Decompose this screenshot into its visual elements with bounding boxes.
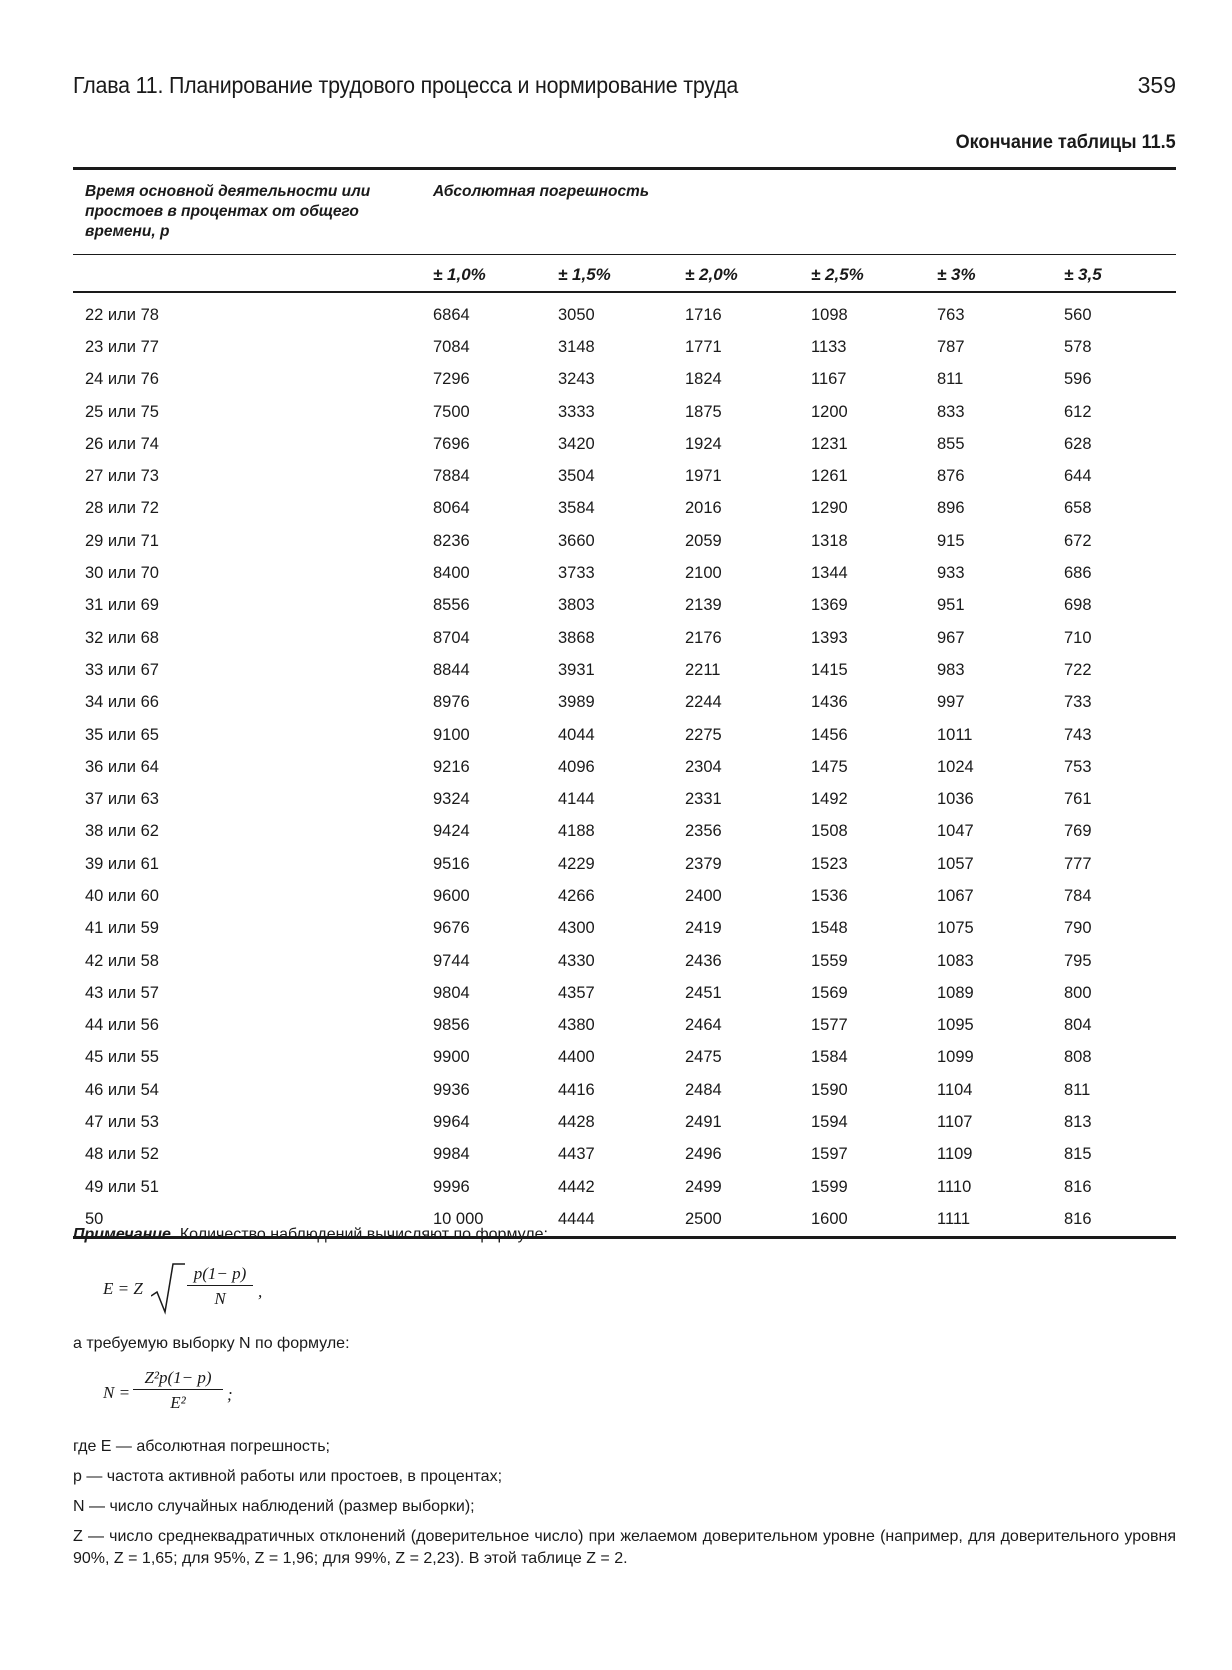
value-cell: 2244: [685, 693, 722, 712]
row-label-cell: 34 или 66: [85, 693, 159, 712]
data-table: [73, 167, 1176, 1236]
value-cell: 933: [937, 564, 965, 583]
table-row: [73, 557, 1176, 589]
note-title: Примечание.: [73, 1226, 176, 1243]
value-cell: 4428: [558, 1113, 595, 1132]
value-cell: 1099: [937, 1048, 974, 1067]
row-label-cell: 30 или 70: [85, 564, 159, 583]
value-cell: 7296: [433, 370, 470, 389]
formula-error: [103, 1262, 263, 1316]
value-cell: 769: [1064, 822, 1092, 841]
value-cell: 1594: [811, 1113, 848, 1132]
table-row: [73, 1074, 1176, 1106]
value-cell: 1133: [811, 337, 847, 356]
running-title: Глава 11. Планирование трудового процесса и нормирование труда: [73, 72, 739, 98]
value-cell: 2475: [685, 1048, 722, 1067]
value-cell: 816: [1064, 1177, 1092, 1196]
table-row: [73, 654, 1176, 686]
subheader-4: ± 2,5%: [803, 255, 929, 293]
value-cell: 560: [1064, 305, 1092, 324]
row-label-cell: 40 или 60: [85, 886, 159, 905]
value-cell: 8704: [433, 628, 470, 647]
value-cell: 1475: [811, 757, 848, 776]
sqrt-sign-icon: [151, 1262, 185, 1316]
row-label-cell: 31 или 69: [85, 596, 159, 615]
value-cell: 2484: [685, 1080, 722, 1099]
value-cell: 7884: [433, 467, 470, 486]
value-cell: 9216: [433, 757, 470, 776]
group-header: Абсолютная погрешность: [433, 183, 650, 200]
value-cell: 876: [937, 467, 965, 486]
header-row-sub: [73, 255, 1176, 293]
value-cell: 8976: [433, 693, 470, 712]
subheader-2: ± 1,5%: [550, 255, 677, 293]
value-cell: 3584: [558, 499, 595, 518]
table-row: [73, 687, 1176, 719]
value-cell: 1104: [937, 1080, 973, 1099]
table-row: [73, 1010, 1176, 1042]
value-cell: 1111: [937, 1209, 971, 1228]
value-cell: 2139: [685, 596, 722, 615]
value-cell: 915: [937, 531, 965, 550]
value-cell: 1261: [811, 467, 848, 486]
value-cell: 804: [1064, 1016, 1092, 1035]
table-row: [73, 460, 1176, 492]
value-cell: 1024: [937, 757, 974, 776]
formula2-trail: ;: [227, 1385, 233, 1404]
value-cell: 1584: [811, 1048, 848, 1067]
value-cell: 763: [937, 305, 965, 324]
table-row: [73, 977, 1176, 1009]
value-cell: 6864: [433, 305, 470, 324]
value-cell: 612: [1064, 402, 1092, 421]
data-table-wrapper: [73, 167, 1176, 1239]
value-cell: 3660: [558, 531, 595, 550]
value-cell: 790: [1064, 919, 1092, 938]
formula2-numerator: Z²p(1− p): [133, 1368, 223, 1390]
value-cell: 4096: [558, 757, 595, 776]
value-cell: 7084: [433, 337, 470, 356]
value-cell: 3733: [558, 564, 595, 583]
table-row: [73, 913, 1176, 945]
formula1-lhs: E = Z: [103, 1279, 143, 1298]
note-where-e: где E — абсолютная погрешность;: [73, 1438, 330, 1455]
value-cell: 578: [1064, 337, 1092, 356]
row-label-cell: 41 или 59: [85, 919, 159, 938]
value-cell: 1098: [811, 305, 848, 324]
formula1-numerator: p(1− p): [187, 1264, 253, 1286]
value-cell: 2500: [685, 1209, 722, 1228]
value-cell: 3989: [558, 693, 595, 712]
value-cell: 3931: [558, 660, 595, 679]
value-cell: 9676: [433, 919, 470, 938]
value-cell: 816: [1064, 1209, 1092, 1228]
value-cell: 4416: [558, 1080, 595, 1099]
value-cell: 2379: [685, 854, 722, 873]
value-cell: 1344: [811, 564, 848, 583]
row-label-cell: 33 или 67: [85, 660, 159, 679]
value-cell: 2356: [685, 822, 722, 841]
value-cell: 1057: [937, 854, 974, 873]
table-row: [73, 751, 1176, 783]
value-cell: 2100: [685, 564, 722, 583]
value-cell: 1075: [937, 919, 974, 938]
value-cell: 777: [1064, 854, 1092, 873]
value-cell: 8844: [433, 660, 470, 679]
value-cell: 722: [1064, 660, 1092, 679]
row-label-cell: 25 или 75: [85, 402, 159, 421]
value-cell: 811: [1064, 1080, 1091, 1099]
value-cell: 4044: [558, 725, 595, 744]
value-cell: 2304: [685, 757, 722, 776]
value-cell: 2016: [685, 499, 722, 518]
row-label-cell: 36 или 64: [85, 757, 159, 776]
row-label-cell: 22 или 78: [85, 305, 159, 324]
value-cell: 967: [937, 628, 965, 647]
row-label-cell: 32 или 68: [85, 628, 159, 647]
value-cell: 4330: [558, 951, 595, 970]
value-cell: 3148: [558, 337, 595, 356]
value-cell: 2464: [685, 1016, 722, 1035]
value-cell: 9516: [433, 854, 470, 873]
row-label-cell: 45 или 55: [85, 1048, 159, 1067]
table-row: [73, 331, 1176, 363]
row-label-cell: 24 или 76: [85, 370, 159, 389]
value-cell: 8556: [433, 596, 470, 615]
value-cell: 1200: [811, 402, 848, 421]
row-label-cell: 29 или 71: [85, 531, 159, 550]
value-cell: 1536: [811, 886, 848, 905]
value-cell: 833: [937, 402, 965, 421]
value-cell: 2419: [685, 919, 722, 938]
value-cell: 1109: [937, 1145, 973, 1164]
value-cell: 743: [1064, 725, 1092, 744]
value-cell: 896: [937, 499, 965, 518]
value-cell: 1047: [937, 822, 974, 841]
value-cell: 1508: [811, 822, 848, 841]
value-cell: 9804: [433, 983, 470, 1002]
value-cell: 787: [937, 337, 965, 356]
row-label-cell: 27 или 73: [85, 467, 159, 486]
table-row: [73, 1042, 1176, 1074]
formula1-denominator: N: [214, 1289, 226, 1308]
value-cell: 1492: [811, 790, 848, 809]
value-cell: 1559: [811, 951, 848, 970]
value-cell: 2451: [685, 983, 722, 1002]
value-cell: 1569: [811, 983, 848, 1002]
table-row: [73, 622, 1176, 654]
table-row: [73, 719, 1176, 751]
value-cell: 795: [1064, 951, 1092, 970]
value-cell: 1290: [811, 499, 848, 518]
value-cell: 951: [937, 596, 965, 615]
value-cell: 9100: [433, 725, 470, 744]
table-row: [73, 848, 1176, 880]
value-cell: 1067: [937, 886, 974, 905]
value-cell: 2499: [685, 1177, 722, 1196]
value-cell: 628: [1064, 434, 1092, 453]
value-cell: 733: [1064, 693, 1092, 712]
value-cell: 2400: [685, 886, 722, 905]
value-cell: 4144: [558, 790, 595, 809]
value-cell: 1318: [811, 531, 848, 550]
row-label-cell: 50: [85, 1209, 104, 1228]
value-cell: 2331: [685, 790, 722, 809]
value-cell: 1369: [811, 596, 848, 615]
table-row: [73, 816, 1176, 848]
value-cell: 8236: [433, 531, 470, 550]
row-label-cell: 23 или 77: [85, 337, 159, 356]
value-cell: 9744: [433, 951, 470, 970]
value-cell: 1875: [685, 402, 722, 421]
subheader-5: ± 3%: [929, 255, 1056, 293]
value-cell: 8064: [433, 499, 470, 518]
value-cell: 9936: [433, 1080, 470, 1099]
table-body: [73, 292, 1176, 1236]
value-cell: 4188: [558, 822, 595, 841]
value-cell: 1599: [811, 1177, 848, 1196]
value-cell: 1436: [811, 693, 848, 712]
value-cell: 1107: [937, 1113, 973, 1132]
value-cell: 784: [1064, 886, 1092, 905]
col0-header: Время основной деятельности или простоев в процентах от общего времени, p: [85, 183, 371, 240]
value-cell: 811: [937, 370, 964, 389]
table-row: [73, 1171, 1176, 1203]
note-block: [73, 1225, 1176, 1245]
value-cell: 8400: [433, 564, 470, 583]
value-cell: 9856: [433, 1016, 470, 1035]
value-cell: 1083: [937, 951, 974, 970]
value-cell: 9964: [433, 1113, 470, 1132]
value-cell: 4357: [558, 983, 595, 1002]
subheader-1: ± 1,0%: [425, 255, 550, 293]
table-row: [73, 945, 1176, 977]
row-label-cell: 47 или 53: [85, 1113, 159, 1132]
header-row-group: [73, 169, 1176, 255]
value-cell: 2275: [685, 725, 722, 744]
row-label-cell: 28 или 72: [85, 499, 159, 518]
value-cell: 1716: [685, 305, 722, 324]
table-row: [73, 880, 1176, 912]
value-cell: 698: [1064, 596, 1092, 615]
value-cell: 3333: [558, 402, 595, 421]
table-row: [73, 493, 1176, 525]
value-cell: 2496: [685, 1145, 722, 1164]
value-cell: 997: [937, 693, 965, 712]
value-cell: 3243: [558, 370, 595, 389]
value-cell: 1590: [811, 1080, 848, 1099]
value-cell: 1231: [811, 434, 848, 453]
value-cell: 4444: [558, 1209, 595, 1228]
value-cell: 1597: [811, 1145, 848, 1164]
row-label-cell: 35 или 65: [85, 725, 159, 744]
value-cell: 9424: [433, 822, 470, 841]
table-row: [73, 1106, 1176, 1138]
value-cell: 9324: [433, 790, 470, 809]
formula2-lhs: N =: [103, 1383, 131, 1402]
value-cell: 3504: [558, 467, 595, 486]
row-label-cell: 48 или 52: [85, 1145, 159, 1164]
page-number: 359: [1137, 72, 1176, 98]
value-cell: 1095: [937, 1016, 974, 1035]
row-label-cell: 49 или 51: [85, 1177, 159, 1196]
value-cell: 1089: [937, 983, 974, 1002]
table-row: [73, 396, 1176, 428]
table-row: [73, 364, 1176, 396]
value-cell: 1415: [811, 660, 848, 679]
value-cell: 672: [1064, 531, 1092, 550]
table-caption: Окончание таблицы 11.5: [955, 132, 1176, 153]
value-cell: 9900: [433, 1048, 470, 1067]
page-header: [73, 72, 1176, 112]
value-cell: 1771: [685, 337, 722, 356]
subheader-6: ± 3,5: [1056, 255, 1176, 293]
value-cell: 1036: [937, 790, 974, 809]
formula1-trail: ,: [258, 1282, 263, 1301]
value-cell: 4266: [558, 886, 595, 905]
subheader-3: ± 2,0%: [677, 255, 803, 293]
value-cell: 644: [1064, 467, 1092, 486]
row-label-cell: 26 или 74: [85, 434, 159, 453]
value-cell: 1393: [811, 628, 848, 647]
table-row: [73, 783, 1176, 815]
note-where-p: p — частота активной работы или простоев, в процентах;: [73, 1468, 503, 1485]
value-cell: 1548: [811, 919, 848, 938]
value-cell: 815: [1064, 1145, 1092, 1164]
value-cell: 2211: [685, 660, 721, 679]
value-cell: 9984: [433, 1145, 470, 1164]
row-label-cell: 38 или 62: [85, 822, 159, 841]
value-cell: 753: [1064, 757, 1092, 776]
value-cell: 3420: [558, 434, 595, 453]
value-cell: 596: [1064, 370, 1092, 389]
row-label-cell: 39 или 61: [85, 854, 159, 873]
table-row: [73, 1139, 1176, 1171]
value-cell: 2059: [685, 531, 722, 550]
value-cell: 855: [937, 434, 965, 453]
formula2-denominator: E²: [170, 1393, 186, 1412]
value-cell: 7696: [433, 434, 470, 453]
value-cell: 4380: [558, 1016, 595, 1035]
value-cell: 4437: [558, 1145, 595, 1164]
col0-subheader-empty: [73, 255, 425, 293]
value-cell: 1456: [811, 725, 848, 744]
value-cell: 813: [1064, 1113, 1092, 1132]
value-cell: 1523: [811, 854, 848, 873]
value-cell: 4229: [558, 854, 595, 873]
value-cell: 7500: [433, 402, 470, 421]
value-cell: 983: [937, 660, 965, 679]
value-cell: 2176: [685, 628, 722, 647]
value-cell: 4442: [558, 1177, 595, 1196]
value-cell: 1577: [811, 1016, 848, 1035]
value-cell: 2436: [685, 951, 722, 970]
value-cell: 808: [1064, 1048, 1092, 1067]
value-cell: 1167: [811, 370, 847, 389]
value-cell: 1600: [811, 1209, 848, 1228]
value-cell: 9996: [433, 1177, 470, 1196]
value-cell: 1110: [937, 1177, 972, 1196]
value-cell: 4400: [558, 1048, 595, 1067]
value-cell: 710: [1064, 628, 1092, 647]
value-cell: 4300: [558, 919, 595, 938]
value-cell: 686: [1064, 564, 1092, 583]
table-row: [73, 590, 1176, 622]
table-row: [73, 525, 1176, 557]
value-cell: 9600: [433, 886, 470, 905]
value-cell: 3050: [558, 305, 595, 324]
value-cell: 658: [1064, 499, 1092, 518]
row-label-cell: 43 или 57: [85, 983, 159, 1002]
value-cell: 10 000: [433, 1209, 484, 1228]
value-cell: 800: [1064, 983, 1092, 1002]
formula-sample: [103, 1368, 263, 1420]
row-label-cell: 42 или 58: [85, 951, 159, 970]
row-label-cell: 44 или 56: [85, 1016, 159, 1035]
value-cell: 3868: [558, 628, 595, 647]
table-row: [73, 428, 1176, 460]
value-cell: 2491: [685, 1113, 722, 1132]
row-label-cell: 46 или 54: [85, 1080, 159, 1099]
note-where-n: N — число случайных наблюдений (размер выборки);: [73, 1498, 475, 1515]
value-cell: 761: [1064, 790, 1092, 809]
value-cell: 1011: [937, 725, 973, 744]
note-intro: Количество наблюдений вычисляют по формуле:: [179, 1226, 548, 1243]
value-cell: 1924: [685, 434, 722, 453]
note-where-z: Z — число среднеквадратичных отклонений (доверительное число) при желаемом доверительном уровне (например, для доверительного уровня 90%, Z = 1,65; для 95%, Z = 1,96; для 99%, Z = 2,23). В этой таблице Z = 2.: [73, 1528, 1176, 1567]
value-cell: 3803: [558, 596, 595, 615]
note-mid: а требуемую выборку N по формуле:: [73, 1335, 350, 1352]
table-row: [73, 292, 1176, 331]
value-cell: 1824: [685, 370, 722, 389]
value-cell: 1971: [685, 467, 722, 486]
row-label-cell: 37 или 63: [85, 790, 159, 809]
